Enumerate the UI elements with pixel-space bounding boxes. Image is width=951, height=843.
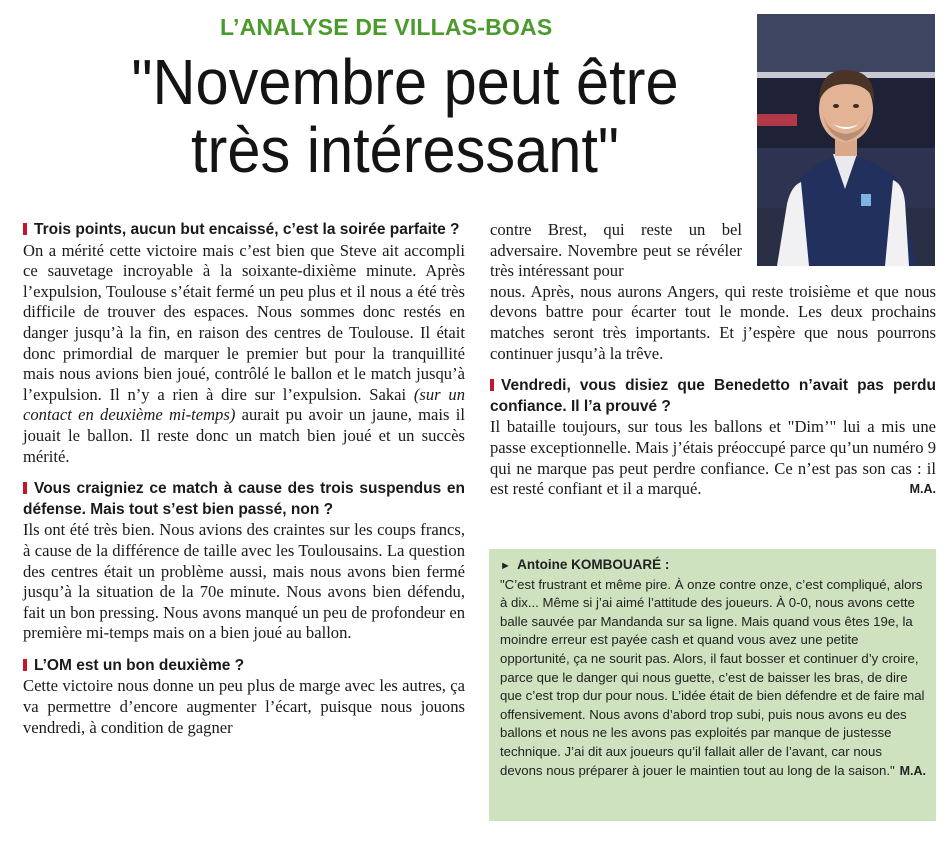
answer-3-part-3: nous. Après, nous aurons Angers, qui reste troisième et que nous devons battre pour écarter tout le monde. Les deux prochains matches seront très importants. Et j’espère que nous pourrons continuer jusqu’à la trêve. xyxy=(490,281,936,363)
article-column-2 xyxy=(490,220,936,500)
answer-1-italic: (sur un contact en deuxième mi-temps) xyxy=(23,384,465,425)
question-1 xyxy=(23,220,465,241)
question-2 xyxy=(23,479,465,520)
article-signature: M.A. xyxy=(909,482,936,497)
quote-box-header xyxy=(500,556,926,576)
answer-1-text: On a mérité cette victoire mais c’est bien que Steve ait accompli ce sauvetage incroyable à la soixante-dixième minute. Après l’expulsion, Toulouse s’était fermé un peu plus et il nous a été très difficile de trouver des espaces. Nous sommes donc restés en danger jusqu’à la fin, en raison des centres de Toulouse. Il était donc primordial de marquer le premier but pour la tranquillité mais nous avions bien joué, contrôlé le ballon et le match jusqu’à l’expulsion. Il n’y a rien à dire sur l’expulsion. Sakai xyxy=(23,240,465,404)
article-column-1 xyxy=(23,220,465,738)
question-3-text: L’OM est un bon deuxième ? xyxy=(34,656,245,674)
arrow-right-icon: ► xyxy=(500,560,511,572)
quote-text: "C’est frustrant et même pire. À onze contre onze, c’est compliqué, alors à dix... Même si j’ai aimé l’attitude des joueurs. À 0-0, nous avons cette balle sauvée par Mandanda sur sa ligne. Mais quand vous êtes 19e, la moindre erreur est payée cash et quand vous avez une petite opportunité, ça ne sourit pas. Alors, il faut bosser et continuer d’y croire, parce que le danger qui nous guette, c’est de baisser les bras, de dire que c’est trop dur pour nous. L’idée était de bien défendre et de faire mal offensivement. Nous avons d’abord trop subi, puis nous avons eu des ballons et nous ne les avons pas exploités par manque de justesse technique. J’ai dit aux joueurs qu’il fallait aller de l’avant, car nous devons nous préparer à jouer le maintien tout au long de la saison." xyxy=(500,576,925,778)
headline xyxy=(84,48,726,184)
quote-box-signature: M.A. xyxy=(899,763,926,778)
question-1-text: Trois points, aucun but encaissé, c’est la soirée parfaite ? xyxy=(34,221,460,238)
question-4-text: Vendredi, vous disiez que Benedetto n’avait pas perdu confiance. Il l’a prouvé ? xyxy=(490,377,936,415)
answer-1-end: aurait pu avoir un jaune, mais il jouait le ballon. Il reste donc un match bien joué et un succès mérité. xyxy=(23,405,465,466)
red-marker-icon xyxy=(23,223,27,235)
kicker: L’ANALYSE DE VILLAS-BOAS xyxy=(220,14,553,40)
answer-4 xyxy=(490,417,936,499)
red-marker-icon xyxy=(23,482,27,494)
quote-box-name: Antoine KOMBOUARÉ : xyxy=(517,557,670,572)
red-marker-icon xyxy=(490,379,494,391)
question-3 xyxy=(23,656,465,677)
answer-3-part-1: Cette victoire nous donne un peu plus de marge avec les autres, ça va permettre d’encore augmenter l’écart, puisque nous jouons vendredi, à condition de gagner xyxy=(23,676,465,737)
headline-line-2: très intéressant" xyxy=(190,114,620,186)
answer-2: Ils ont été très bien. Nous avions des craintes sur les coups francs, à cause de la différence de taille avec les Toulousains. La question des centres était un problème aussi, mais nous avons bien fermé jusqu’à la situation de la 70e minute. Nous avons bien défendu, fait un bon pressing. Nous avons manqué un peu de profondeur en première mi-temps mais on a bien joué au ballon. xyxy=(23,520,465,643)
answer-1 xyxy=(23,241,465,468)
answer-3-part-2: contre Brest, qui reste un bel adversaire. Novembre peut se révéler très intéressant pour xyxy=(490,220,742,281)
question-4 xyxy=(490,376,936,417)
question-2-text: Vous craigniez ce match à cause des trois suspendus en défense. Mais tout s’est bien passé, non ? xyxy=(23,480,465,518)
kombouare-quote-box xyxy=(489,549,936,821)
red-marker-icon xyxy=(23,659,27,671)
answer-4-text: Il bataille toujours, sur tous les ballons et "Dim’" lui a mis une passe exceptionnelle. Mais j’étais préoccupé parce qu’un numéro 9 qui ne marque pas peut perdre confiance. Ce n’est pas son cas : il est resté confiant et il a marqué. xyxy=(490,417,936,499)
headline-line-1: "Novembre peut être xyxy=(131,46,679,118)
quote-box-text xyxy=(500,576,926,781)
